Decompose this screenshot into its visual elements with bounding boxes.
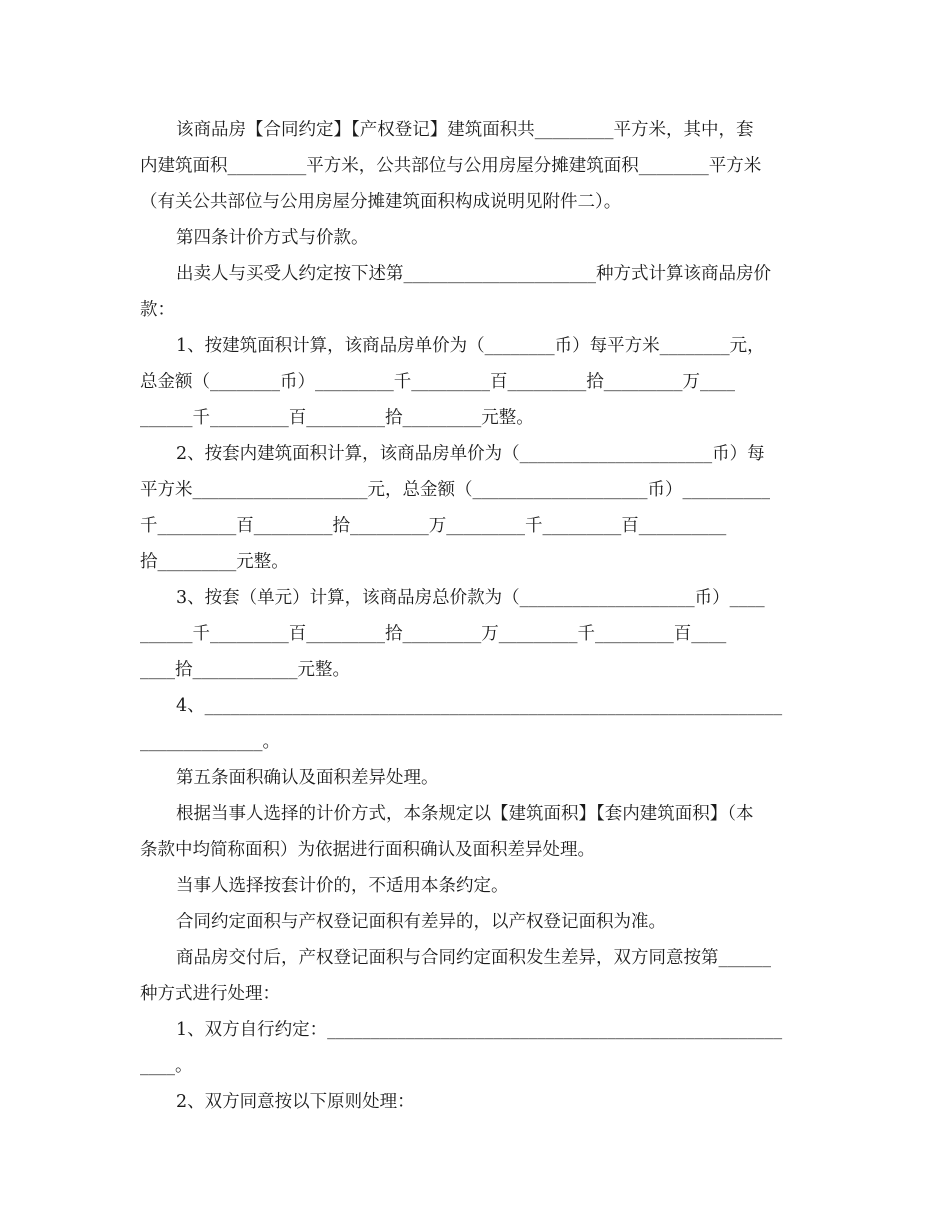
area-basis-line-2: 条款中均简称面积）为依据进行面积确认及面积差异处理。 (140, 840, 595, 860)
area-total-line-1: 该商品房【合同约定】【产权登记】建筑面积共_________平方米，其中，套 (176, 120, 754, 140)
option-3-line-1: 3、按套（单元）计算，该商品房总价款为（____________________币）____ (176, 588, 765, 608)
option-2-line-1: 2、按套内建筑面积计算，该商品房单价为（______________________币）每 (176, 444, 765, 464)
self-agreement-line-1: 1、双方自行约定：____________________________________________________ (176, 1020, 783, 1040)
article-4-heading: 第四条计价方式与价款。 (176, 228, 369, 248)
option-4-line-2: ______________。 (140, 732, 280, 752)
principles-line: 2、双方同意按以下原则处理： (176, 1092, 415, 1112)
difference-handling-line-2: 种方式进行处理： (140, 984, 280, 1004)
option-2-line-4: 拾_________元整。 (140, 552, 289, 572)
area-total-line-2: 内建筑面积_________平方米，公共部位与公用房屋分摊建筑面积________平方米 (140, 156, 762, 176)
pricing-method-line-1: 出卖人与买受人约定按下述第______________________种方式计算该商品房价 (176, 264, 771, 284)
option-1-line-2: 总金额（________币）_________千_________百_________拾_________万____ (140, 372, 735, 392)
option-2-line-3: 千_________百_________拾_________万_________千_________百__________ (140, 516, 727, 536)
pricing-method-line-2: 款： (140, 300, 175, 320)
per-unit-exception: 当事人选择按套计价的，不适用本条约定。 (176, 876, 509, 896)
area-total-line-3: （有关公共部位与公用房屋分摊建筑面积构成说明见附件二）。 (140, 192, 622, 212)
option-3-line-2: ______千_________百_________拾_________万_________千_________百____ (140, 624, 727, 644)
option-4-line-1: 4、__________________________________________________________________ (176, 696, 783, 716)
article-5-heading: 第五条面积确认及面积差异处理。 (176, 768, 439, 788)
option-1-line-3: ______千_________百_________拾_________元整。 (140, 408, 534, 428)
area-basis-line-1: 根据当事人选择的计价方式，本条规定以【建筑面积】【套内建筑面积】（本 (176, 804, 754, 824)
option-3-line-3: ____拾____________元整。 (140, 660, 350, 680)
registered-area-rule: 合同约定面积与产权登记面积有差异的，以产权登记面积为准。 (176, 912, 666, 932)
difference-handling-line-1: 商品房交付后，产权登记面积与合同约定面积发生差异，双方同意按第______ (176, 948, 771, 968)
option-2-line-2: 平方米____________________元，总金额（____________________币）__________ (140, 480, 770, 500)
option-1-line-1: 1、按建筑面积计算，该商品房单价为（________币）每平方米________元， (176, 336, 765, 356)
self-agreement-line-2: ____。 (140, 1056, 193, 1076)
